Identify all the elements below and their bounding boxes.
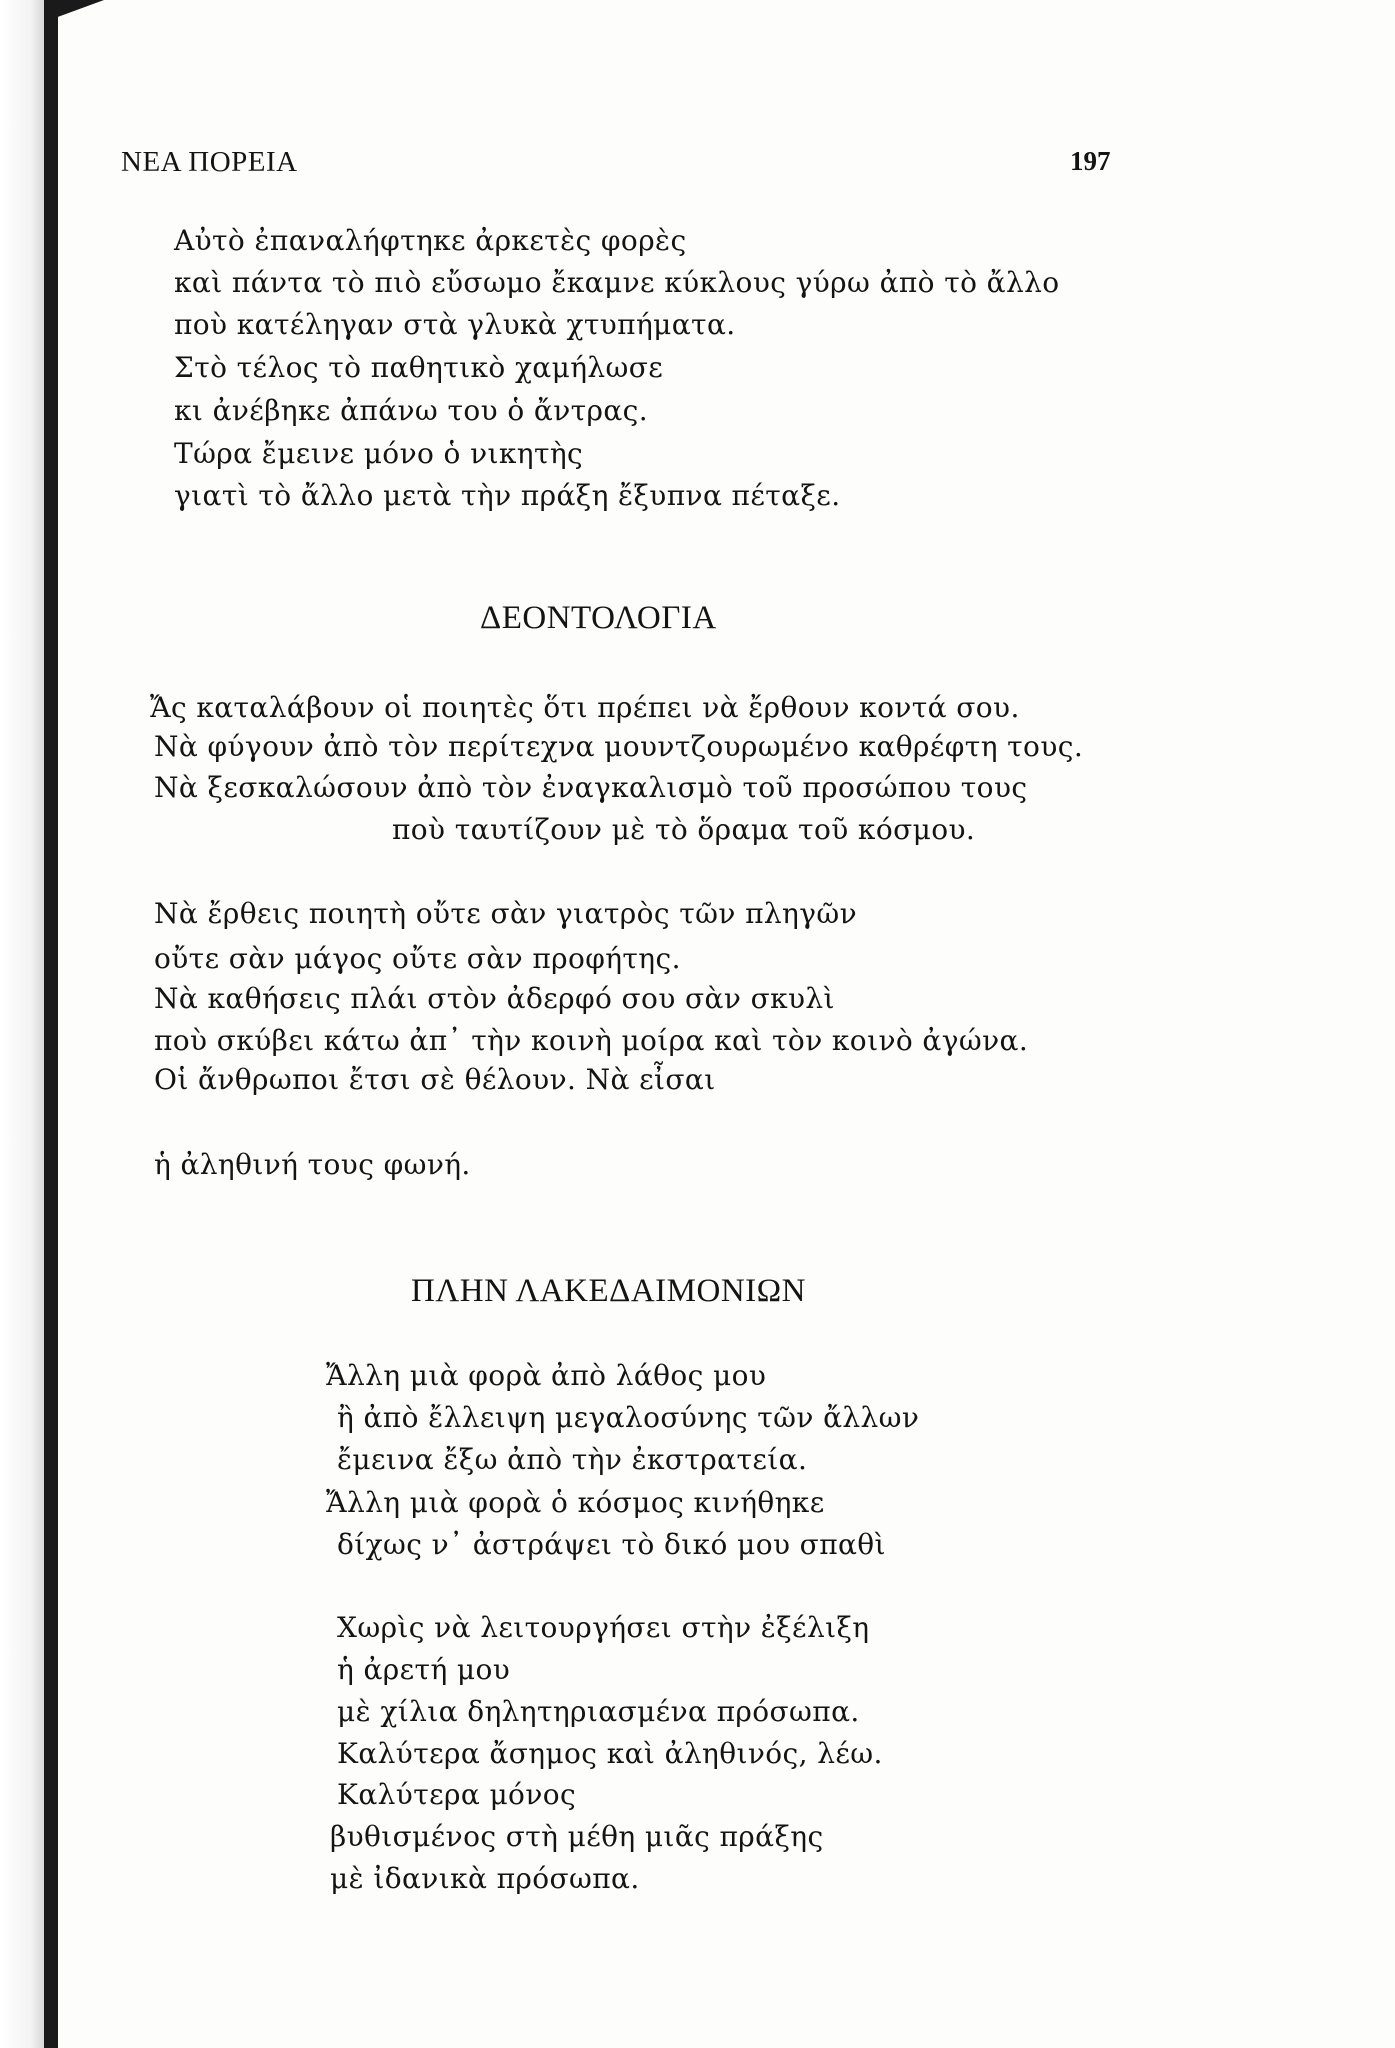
poem-line: Νὰ ἔρθεις ποιητὴ οὔτε σὰν γιατρὸς τῶν πληγῶν [154, 897, 857, 930]
poem-line: Χωρὶς νὰ λειτουργήσει στὴν ἐξέλιξη [337, 1611, 870, 1644]
poem-line: βυθισμένος στὴ μέθη μιᾶς πράξης [330, 1820, 824, 1853]
poem-line: κι ἀνέβηκε ἀπάνω του ὁ ἄντρας. [174, 394, 649, 427]
page-number: 197 [1070, 146, 1111, 176]
running-title: ΝΕΑ ΠΟΡΕΙΑ [121, 146, 298, 178]
poem-line: Αὐτὸ ἐπαναλήφτηκε ἀρκετὲς φορὲς [174, 224, 687, 257]
poem-line: Νὰ καθήσεις πλάι στὸν ἀδερφό σου σὰν σκυλὶ [154, 982, 835, 1015]
poem-line: ποὺ σκύβει κάτω ἀπ᾿ τὴν κοινὴ μοίρα καὶ τὸν κοινὸ ἀγώνα. [154, 1024, 1029, 1057]
poem-line: μὲ χίλια δηλητηριασμένα πρόσωπα. [337, 1695, 860, 1728]
poem-line: γιατὶ τὸ ἄλλο μετὰ τὴν πράξη ἔξυπνα πέταξε. [174, 479, 841, 512]
poem-line: ἔμεινα ἔξω ἀπὸ τὴν ἐκστρατεία. [337, 1443, 808, 1476]
poem-line: ποὺ ταυτίζουν μὲ τὸ ὅραμα τοῦ κόσμου. [392, 813, 976, 846]
poem-line: Οἱ ἄνθρωποι ἔτσι σὲ θέλουν. Νὰ εἶσαι [154, 1063, 716, 1096]
book-spine-edge [44, 0, 58, 2048]
poem-line: Ἄλλη μιὰ φορὰ ὁ κόσμος κινήθηκε [326, 1486, 825, 1519]
book-corner [44, 0, 104, 22]
page-gutter-shadow [0, 0, 44, 2048]
poem-line: ἢ ἀπὸ ἔλλειψη μεγαλοσύνης τῶν ἄλλων [337, 1401, 920, 1434]
poem-line: Καλύτερα ἄσημος καὶ ἀληθινός, λέω. [337, 1737, 883, 1770]
poem-line: οὔτε σὰν μάγος οὔτε σὰν προφήτης. [154, 942, 681, 975]
poem-line: μὲ ἰδανικὰ πρόσωπα. [330, 1862, 640, 1895]
poem-line: ἡ ἀληθινή τους φωνή. [154, 1148, 471, 1181]
poem-line: ἡ ἀρετή μου [337, 1653, 511, 1686]
poem-line: Ἄλλη μιὰ φορὰ ἀπὸ λάθος μου [326, 1359, 767, 1392]
poem-title-plin-lakedaimonion: ΠΛΗΝ ΛΑΚΕΔΑΙΜΟΝΙΩΝ [411, 1273, 806, 1309]
poem-title-deontologia: ΔΕΟΝΤΟΛΟΓΙΑ [480, 600, 717, 636]
poem-line: ποὺ κατέληγαν στὰ γλυκὰ χτυπήματα. [174, 308, 736, 341]
poem-line: Στὸ τέλος τὸ παθητικὸ χαμήλωσε [174, 351, 664, 384]
poem-line: Νὰ ξεσκαλώσουν ἀπὸ τὸν ἐναγκαλισμὸ τοῦ προσώπου τους [154, 771, 1028, 804]
poem-line: δίχως ν᾿ ἀστράψει τὸ δικό μου σπαθὶ [337, 1528, 886, 1561]
poem-line: Νὰ φύγουν ἀπὸ τὸν περίτεχνα μουντζουρωμένο καθρέφτη τους. [154, 730, 1084, 763]
poem-line: Τώρα ἔμεινε μόνο ὁ νικητὴς [174, 437, 584, 470]
poem-line: καὶ πάντα τὸ πιὸ εὔσωμο ἔκαμνε κύκλους γύρω ἀπὸ τὸ ἄλλο [174, 266, 1060, 299]
poem-line: Ἄς καταλάβουν οἱ ποιητὲς ὅτι πρέπει νὰ ἔρθουν κοντά σου. [150, 691, 1020, 724]
poem-line: Καλύτερα μόνος [337, 1778, 577, 1811]
